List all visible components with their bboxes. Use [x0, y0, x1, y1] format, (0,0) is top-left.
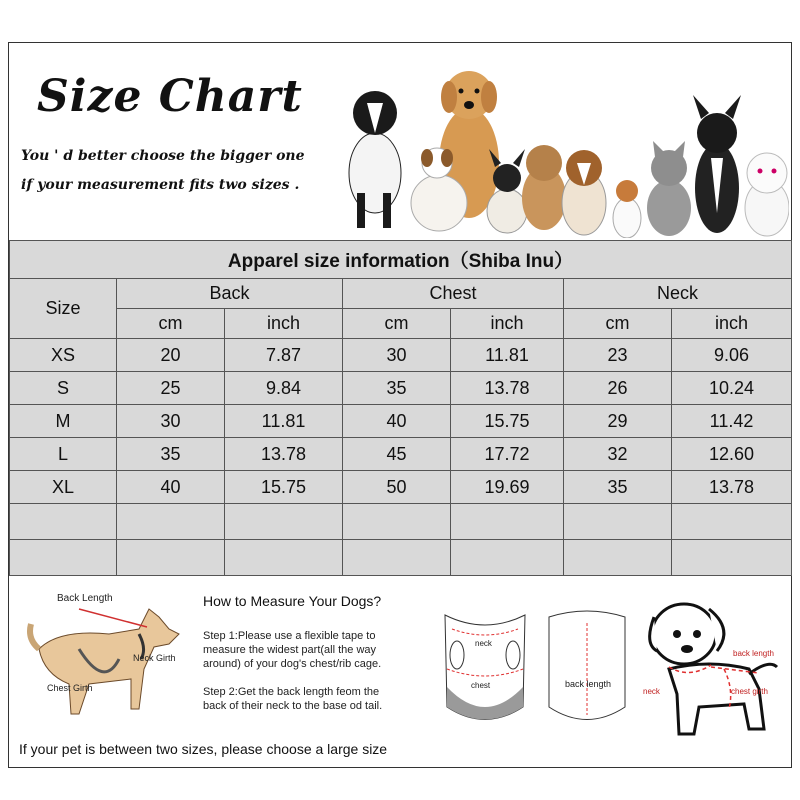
table-row [10, 438, 792, 471]
shirt-front-illustration [437, 607, 533, 737]
border-collie-icon [349, 91, 401, 228]
table-cell: 13.78 [672, 471, 792, 504]
table-row [10, 471, 792, 504]
dog-label-back-length: Back Length [57, 593, 113, 604]
unit-header: cm [117, 309, 225, 339]
table-cell: 15.75 [225, 471, 343, 504]
table-cell: 30 [117, 405, 225, 438]
table-cell: 35 [564, 471, 672, 504]
table-cell: 7.87 [225, 339, 343, 372]
puppy-outline-illustration [639, 589, 787, 749]
table-cell: 9.06 [672, 339, 792, 372]
puppy-label-neck: neck [643, 687, 660, 696]
unit-header: inch [451, 309, 564, 339]
table-cell: 30 [343, 339, 451, 372]
back-header: Back [117, 279, 343, 309]
table-cell: 35 [117, 438, 225, 471]
empty-row [10, 504, 792, 540]
table-row [10, 339, 792, 372]
empty-row [10, 540, 792, 576]
table-cell: 19.69 [451, 471, 564, 504]
page-title: Size Chart [37, 71, 303, 122]
neck-header: Neck [564, 279, 792, 309]
table-cell: 23 [564, 339, 672, 372]
unit-header: inch [225, 309, 343, 339]
table-cell: 13.78 [451, 372, 564, 405]
papillon-icon [613, 180, 641, 238]
tip-line-1: You ' d better choose the bigger one [21, 148, 305, 164]
unit-header: inch [672, 309, 792, 339]
shirt-back-illustration [541, 607, 633, 737]
shirt-label-back-length: back length [565, 679, 612, 689]
how-to-heading: How to Measure Your Dogs? [203, 593, 382, 609]
shirt-label-chest: chest [471, 681, 491, 690]
table-cell: 25 [117, 372, 225, 405]
chest-header: Chest [343, 279, 564, 309]
pets-illustration [339, 63, 789, 238]
table-row [10, 405, 792, 438]
table-cell: 20 [117, 339, 225, 372]
table-cell: 29 [564, 405, 672, 438]
puppy-label-back-length: back length [733, 649, 774, 658]
beagle-icon [562, 150, 606, 235]
table-cell: XS [10, 339, 117, 372]
table-cell: 12.60 [672, 438, 792, 471]
table-cell: 26 [564, 372, 672, 405]
footer-note: If your pet is between two sizes, please choose a large size [19, 741, 388, 757]
size-table [9, 240, 792, 576]
table-cell: L [10, 438, 117, 471]
tip-line-2: if your measurement fits two sizes . [21, 177, 300, 193]
table-cell: S [10, 372, 117, 405]
table-row [10, 372, 792, 405]
table-cell: 9.84 [225, 372, 343, 405]
french-bulldog-icon [693, 95, 741, 233]
table-cell: 50 [343, 471, 451, 504]
table-cell: 13.78 [225, 438, 343, 471]
table-cell: 17.72 [451, 438, 564, 471]
measure-section [9, 579, 791, 767]
table-cell: 40 [343, 405, 451, 438]
table-cell: 10.24 [672, 372, 792, 405]
table-cell: 32 [564, 438, 672, 471]
table-cell: XL [10, 471, 117, 504]
step-2-text: Step 2:Get the back length feom the back of their neck to the base od tail. [203, 686, 383, 712]
unit-header: cm [343, 309, 451, 339]
white-cat-icon [745, 153, 789, 236]
shirt-label-neck: neck [475, 639, 492, 648]
table-cell: 11.42 [672, 405, 792, 438]
dog-label-chest-girth: Chest Girth [47, 683, 93, 693]
table-caption: Apparel size information（Shiba Inu） [10, 241, 792, 279]
size-header: Size [10, 279, 117, 339]
puppy-label-chest-girth: chest girth [731, 687, 768, 696]
grey-cat-icon [647, 141, 691, 236]
pekingese-icon [522, 145, 566, 230]
table-cell: 11.81 [451, 339, 564, 372]
table-cell: 35 [343, 372, 451, 405]
table-cell: 15.75 [451, 405, 564, 438]
step-1-text: Step 1:Please use a flexible tape to measure the widest part(all the way around) of your dog's chest/rib cage. [203, 630, 382, 670]
table-cell: 11.81 [225, 405, 343, 438]
table-cell: 45 [343, 438, 451, 471]
size-chart-frame [8, 42, 792, 768]
dog-label-neck-girth: Neck Girth [133, 653, 176, 663]
table-cell: M [10, 405, 117, 438]
unit-header: cm [564, 309, 672, 339]
header-banner [9, 43, 791, 240]
table-cell: 40 [117, 471, 225, 504]
